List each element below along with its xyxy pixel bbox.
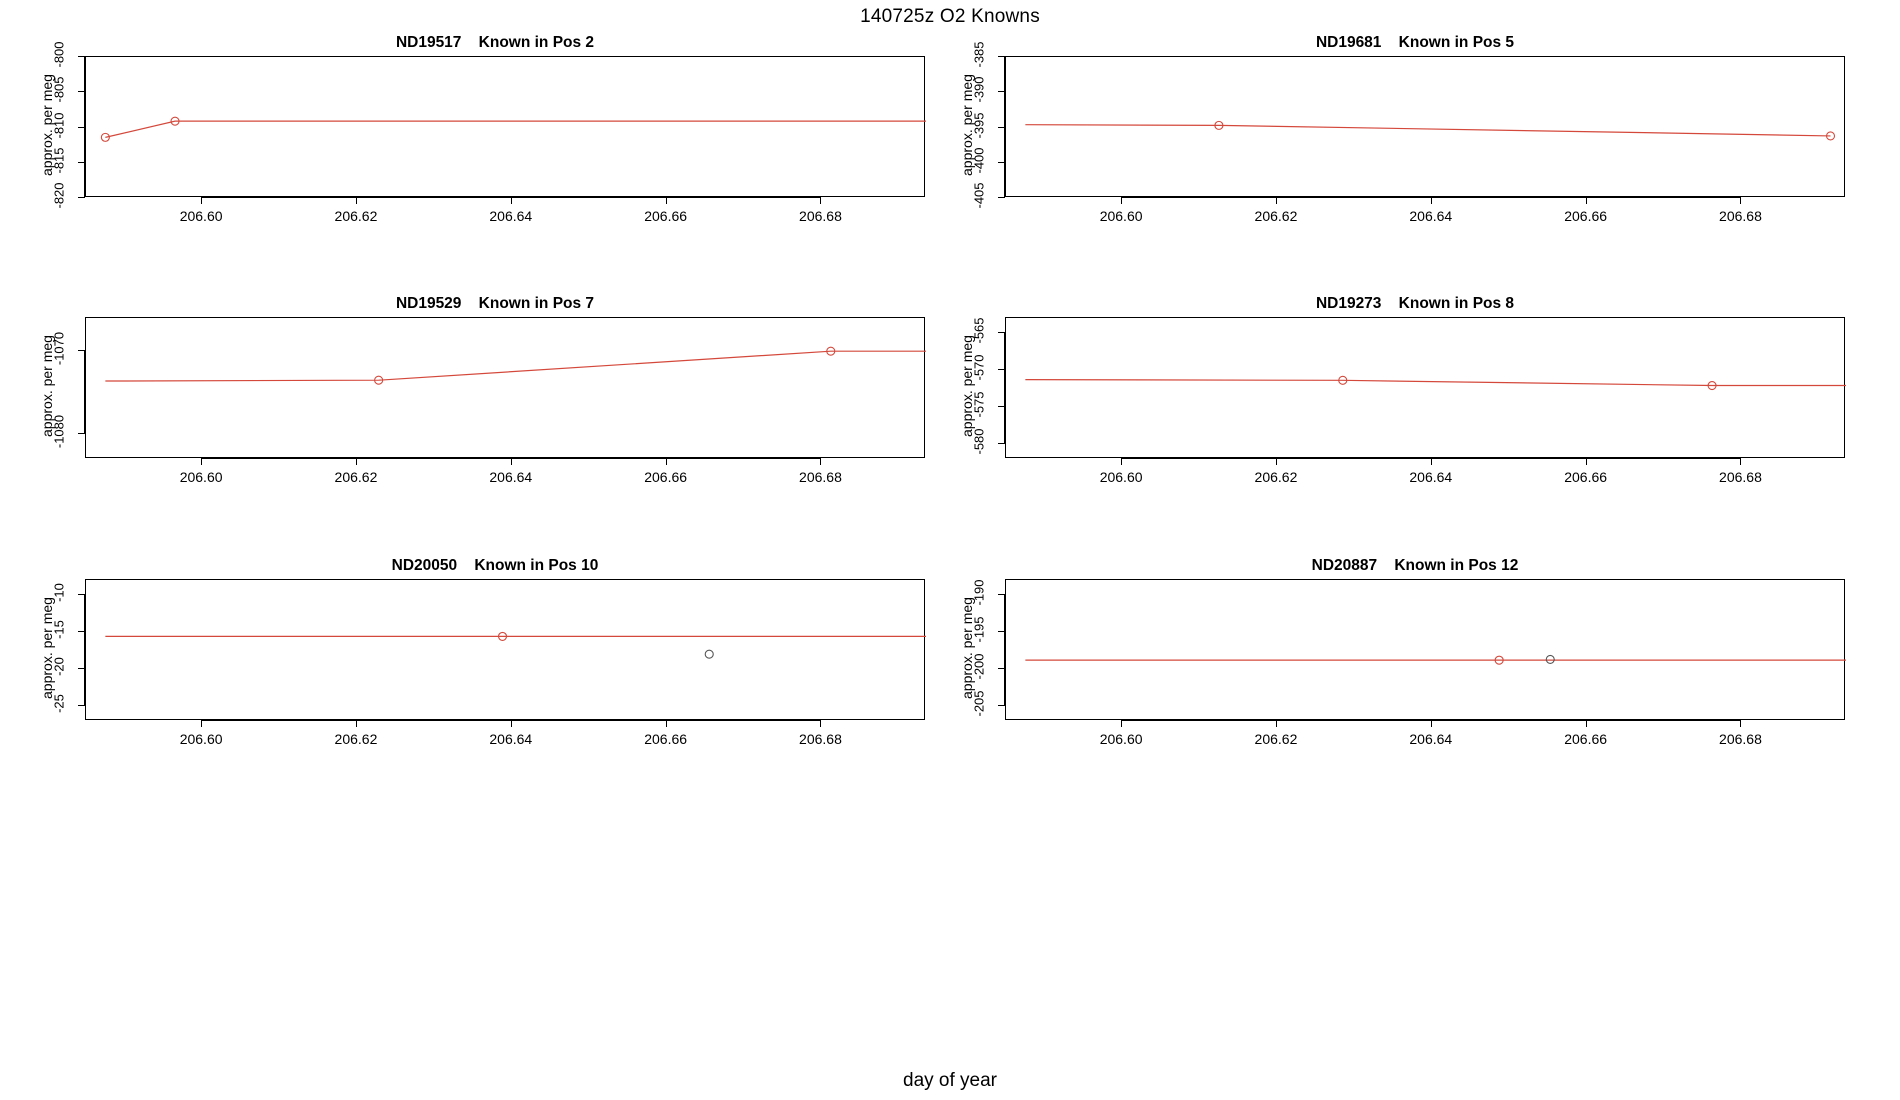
plot-area xyxy=(1005,56,1845,197)
y-tick-label: -805 xyxy=(51,76,67,103)
x-tick-label: 206.64 xyxy=(1409,731,1453,747)
y-tick-mark xyxy=(78,705,85,706)
x-tick-mark xyxy=(1586,197,1587,204)
x-tick-label: 206.64 xyxy=(489,208,533,224)
x-tick-label: 206.62 xyxy=(334,469,378,485)
x-tick-mark xyxy=(511,197,512,204)
chart-panel xyxy=(959,557,1855,772)
x-tick-mark xyxy=(201,458,202,465)
x-tick-mark xyxy=(1740,197,1741,204)
y-tick-mark xyxy=(78,197,85,198)
x-tick-mark xyxy=(511,458,512,465)
x-axis-line xyxy=(1121,197,1740,198)
y-tick-label: -10 xyxy=(51,582,67,602)
y-tick-label: -565 xyxy=(971,317,987,344)
y-tick-label: -200 xyxy=(971,653,987,680)
x-tick-label: 206.64 xyxy=(489,731,533,747)
y-tick-label: -390 xyxy=(971,76,987,103)
figure-xlabel: day of year xyxy=(903,1070,997,1091)
x-tick-label: 206.68 xyxy=(799,731,842,747)
x-tick-mark xyxy=(1431,720,1432,727)
y-tick-mark xyxy=(998,705,1005,706)
y-axis-line xyxy=(1004,56,1005,197)
panel-title: ND20050 Known in Pos 10 xyxy=(391,557,599,574)
x-tick-mark xyxy=(666,720,667,727)
y-tick-label: -190 xyxy=(971,579,987,606)
x-tick-mark xyxy=(1740,458,1741,465)
y-axis-line xyxy=(84,56,85,197)
x-tick-label: 206.64 xyxy=(1409,469,1453,485)
series-canvas xyxy=(1006,57,1846,198)
x-tick-mark xyxy=(511,720,512,727)
series-canvas xyxy=(1006,318,1846,459)
y-tick-label: -810 xyxy=(51,111,67,139)
x-tick-mark xyxy=(1121,458,1122,465)
x-axis-line xyxy=(1121,720,1740,721)
y-axis-line xyxy=(84,350,85,433)
x-tick-label: 206.66 xyxy=(644,731,688,747)
panel-title: ND19517 Known in Pos 2 xyxy=(395,34,595,51)
y-tick-label: -800 xyxy=(51,41,67,68)
x-tick-label: 206.62 xyxy=(1254,731,1298,747)
x-axis-line xyxy=(201,458,820,459)
x-tick-label: 206.60 xyxy=(179,731,223,747)
y-tick-label: -815 xyxy=(51,147,67,174)
panel-title: ND19273 Known in Pos 8 xyxy=(1315,295,1515,312)
x-tick-label: 206.66 xyxy=(1564,731,1608,747)
series-line xyxy=(105,351,926,381)
x-tick-label: 206.64 xyxy=(1409,208,1453,224)
x-tick-label: 206.66 xyxy=(1564,469,1608,485)
series-canvas xyxy=(86,318,926,459)
x-tick-label: 206.60 xyxy=(179,208,223,224)
y-tick-mark xyxy=(78,433,85,434)
y-tick-label: -820 xyxy=(51,182,67,209)
x-tick-mark xyxy=(201,720,202,727)
series-line xyxy=(1025,125,1830,136)
x-tick-label: 206.62 xyxy=(1254,469,1298,485)
panel-title: ND20887 Known in Pos 12 xyxy=(1311,557,1519,574)
x-tick-mark xyxy=(1431,458,1432,465)
x-tick-label: 206.62 xyxy=(334,731,378,747)
x-tick-label: 206.60 xyxy=(1099,731,1143,747)
y-axis-title: approx. per meg xyxy=(959,334,975,437)
x-tick-label: 206.68 xyxy=(1719,208,1762,224)
plot-area xyxy=(85,317,925,458)
series-canvas xyxy=(86,580,926,721)
x-tick-label: 206.66 xyxy=(1564,208,1608,224)
x-axis-line xyxy=(1121,458,1740,459)
y-axis-title: approx. per meg xyxy=(959,596,975,699)
chart-panel xyxy=(959,34,1855,249)
series-canvas xyxy=(1006,580,1846,721)
x-tick-mark xyxy=(820,720,821,727)
x-tick-mark xyxy=(1740,720,1741,727)
x-tick-mark xyxy=(666,458,667,465)
x-tick-mark xyxy=(1121,197,1122,204)
series-line xyxy=(1025,380,1846,386)
x-tick-mark xyxy=(666,197,667,204)
x-tick-label: 206.60 xyxy=(1099,469,1143,485)
x-tick-mark xyxy=(201,197,202,204)
y-tick-label: -1070 xyxy=(51,332,67,366)
x-tick-mark xyxy=(1586,458,1587,465)
y-axis-line xyxy=(1004,332,1005,443)
x-tick-label: 206.64 xyxy=(489,469,533,485)
chart-panel xyxy=(959,295,1855,510)
y-tick-label: -195 xyxy=(971,616,987,643)
x-tick-label: 206.62 xyxy=(1254,208,1298,224)
y-tick-mark xyxy=(998,197,1005,198)
chart-panel xyxy=(39,295,935,510)
figure-title: 140725z O2 Knowns xyxy=(860,6,1040,27)
x-tick-mark xyxy=(1431,197,1432,204)
x-tick-label: 206.66 xyxy=(644,469,688,485)
x-tick-label: 206.68 xyxy=(799,469,842,485)
chart-panel xyxy=(39,34,935,249)
x-tick-label: 206.68 xyxy=(799,208,842,224)
x-tick-mark xyxy=(1586,720,1587,727)
x-axis-line xyxy=(201,197,820,198)
series-canvas xyxy=(86,57,926,198)
y-axis-line xyxy=(84,594,85,705)
chart-panel xyxy=(39,557,935,772)
y-tick-label: -575 xyxy=(971,391,987,418)
x-tick-mark xyxy=(820,197,821,204)
y-tick-label: -395 xyxy=(971,111,987,139)
x-tick-mark xyxy=(1276,458,1277,465)
panel-title: ND19681 Known in Pos 5 xyxy=(1315,34,1515,51)
y-tick-label: -1080 xyxy=(51,414,67,449)
plot-area xyxy=(85,579,925,720)
x-tick-mark xyxy=(356,197,357,204)
x-tick-label: 206.66 xyxy=(644,208,688,224)
data-point xyxy=(705,650,713,658)
x-tick-mark xyxy=(356,720,357,727)
y-tick-label: -580 xyxy=(971,428,987,455)
y-axis-title: approx. per meg xyxy=(959,73,975,176)
y-tick-label: -15 xyxy=(51,620,67,639)
x-tick-mark xyxy=(1121,720,1122,727)
y-tick-label: -25 xyxy=(51,694,67,714)
plot-area xyxy=(85,56,925,197)
plot-area xyxy=(1005,579,1845,720)
y-tick-label: -20 xyxy=(51,657,67,676)
y-axis-title: approx. per meg xyxy=(39,73,55,176)
y-axis-title: approx. per meg xyxy=(39,596,55,699)
x-tick-mark xyxy=(356,458,357,465)
x-tick-mark xyxy=(1276,720,1277,727)
x-tick-label: 206.68 xyxy=(1719,469,1762,485)
y-axis-title: approx. per meg xyxy=(39,334,55,437)
x-tick-label: 206.62 xyxy=(334,208,378,224)
panel-title: ND19529 Known in Pos 7 xyxy=(395,295,595,312)
x-axis-line xyxy=(201,720,820,721)
y-axis-line xyxy=(1004,594,1005,705)
x-tick-mark xyxy=(820,458,821,465)
y-tick-label: -405 xyxy=(971,182,987,209)
y-tick-label: -205 xyxy=(971,690,987,717)
x-tick-mark xyxy=(1276,197,1277,204)
x-tick-label: 206.60 xyxy=(1099,208,1143,224)
x-tick-label: 206.60 xyxy=(179,469,223,485)
y-tick-mark xyxy=(998,443,1005,444)
y-tick-label: -570 xyxy=(971,354,987,381)
x-tick-label: 206.68 xyxy=(1719,731,1762,747)
y-tick-label: -385 xyxy=(971,41,987,68)
plot-area xyxy=(1005,317,1845,458)
data-point xyxy=(1546,655,1554,663)
y-tick-label: -400 xyxy=(971,147,987,174)
series-line xyxy=(105,121,926,137)
